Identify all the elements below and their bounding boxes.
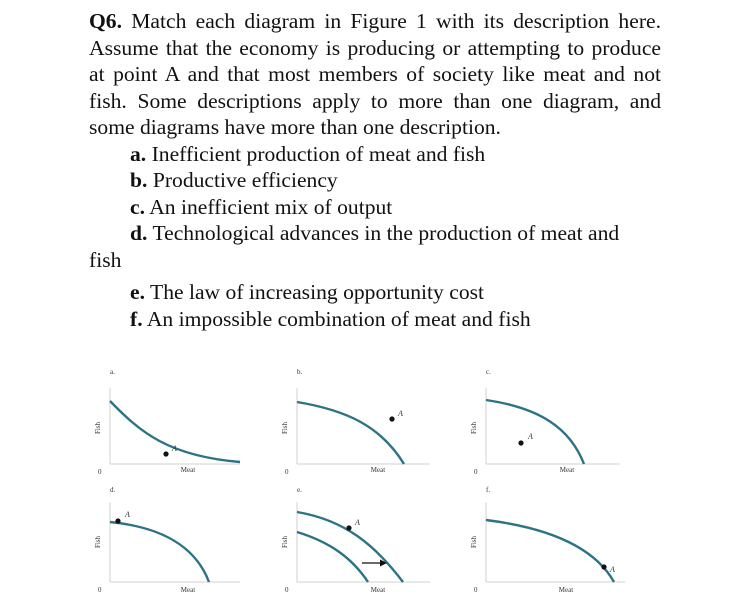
panel-e-point [346,525,351,530]
panel-f-ppf-curve [486,520,614,582]
question-text: Match each diagram in Figure 1 with its description here. Assume that the economy is producing or attempting to produce at point A and that most members of society like meat and not fish. Some descriptions apply to more than one diagram, and some diagrams have more than one description. [89,9,661,139]
panel-c [470,368,620,476]
panel-b-y-label: Fish [281,421,289,435]
panel-a-label: a. [110,368,115,376]
panel-b-origin: 0 [285,468,289,476]
panel-c-point [518,440,523,445]
panel-b-point-label: A [398,409,403,418]
panel-b-x-label: Meat [370,466,386,474]
panel-a-x-label: Meat [180,466,196,474]
panel-c-point-label: A [528,432,533,441]
panel-f-x-label: Meat [558,586,574,594]
question-number: Q6. [89,9,122,33]
panel-f-origin: 0 [474,586,478,594]
panel-b-label: b. [297,368,303,376]
option-b: b. Productive efficiency [130,168,338,192]
panel-e-x-label: Meat [370,586,386,594]
panel-b-ppf-curve [297,402,404,464]
panel-d-ppf-curve [110,522,209,582]
panel-e-outer-ppf-curve [297,512,403,582]
panel-d-point [115,518,120,523]
panel-d-point-label: A [125,510,130,519]
panel-f-point-label: A [610,565,615,574]
panel-b [281,368,430,476]
option-d-continuation: fish [89,247,122,272]
panel-c-x-label: Meat [559,466,575,474]
panel-d-label: d. [110,486,116,494]
option-c: c. An inefficient mix of output [130,194,393,219]
panel-e-label: e. [297,486,302,494]
panel-b-point [389,416,394,421]
panel-c-y-label: Fish [470,421,478,435]
panel-a [94,368,240,476]
panel-f-label: f. [486,486,491,494]
option-f: f. An impossible combination of meat and fish [130,306,531,331]
panel-d-y-label: Fish [94,535,102,549]
panel-f [470,486,625,594]
panel-e-y-label: Fish [281,535,289,549]
panel-d-origin: 0 [98,586,102,594]
panel-e-origin: 0 [285,586,289,594]
option-d: d. Technological advances in the production of meat and [130,221,620,245]
panel-c-origin: 0 [474,468,478,476]
panel-d-x-label: Meat [180,586,196,594]
option-e: e. The law of increasing opportunity cost [130,280,485,304]
panel-f-y-label: Fish [470,535,478,549]
panel-e-point-label: A [355,518,360,527]
panel-e [281,486,430,594]
panel-a-point-label: A [172,444,177,453]
panel-d [94,486,240,594]
panel-c-ppf-curve [486,400,584,464]
panel-e-inner-ppf-curve [297,532,368,582]
panel-a-point [163,451,168,456]
panel-a-origin: 0 [98,468,102,476]
panel-a-y-label: Fish [94,421,102,435]
option-a: a. Inefficient production of meat and fish [130,141,486,166]
panel-f-point [601,564,606,569]
panel-c-label: c. [486,368,491,376]
